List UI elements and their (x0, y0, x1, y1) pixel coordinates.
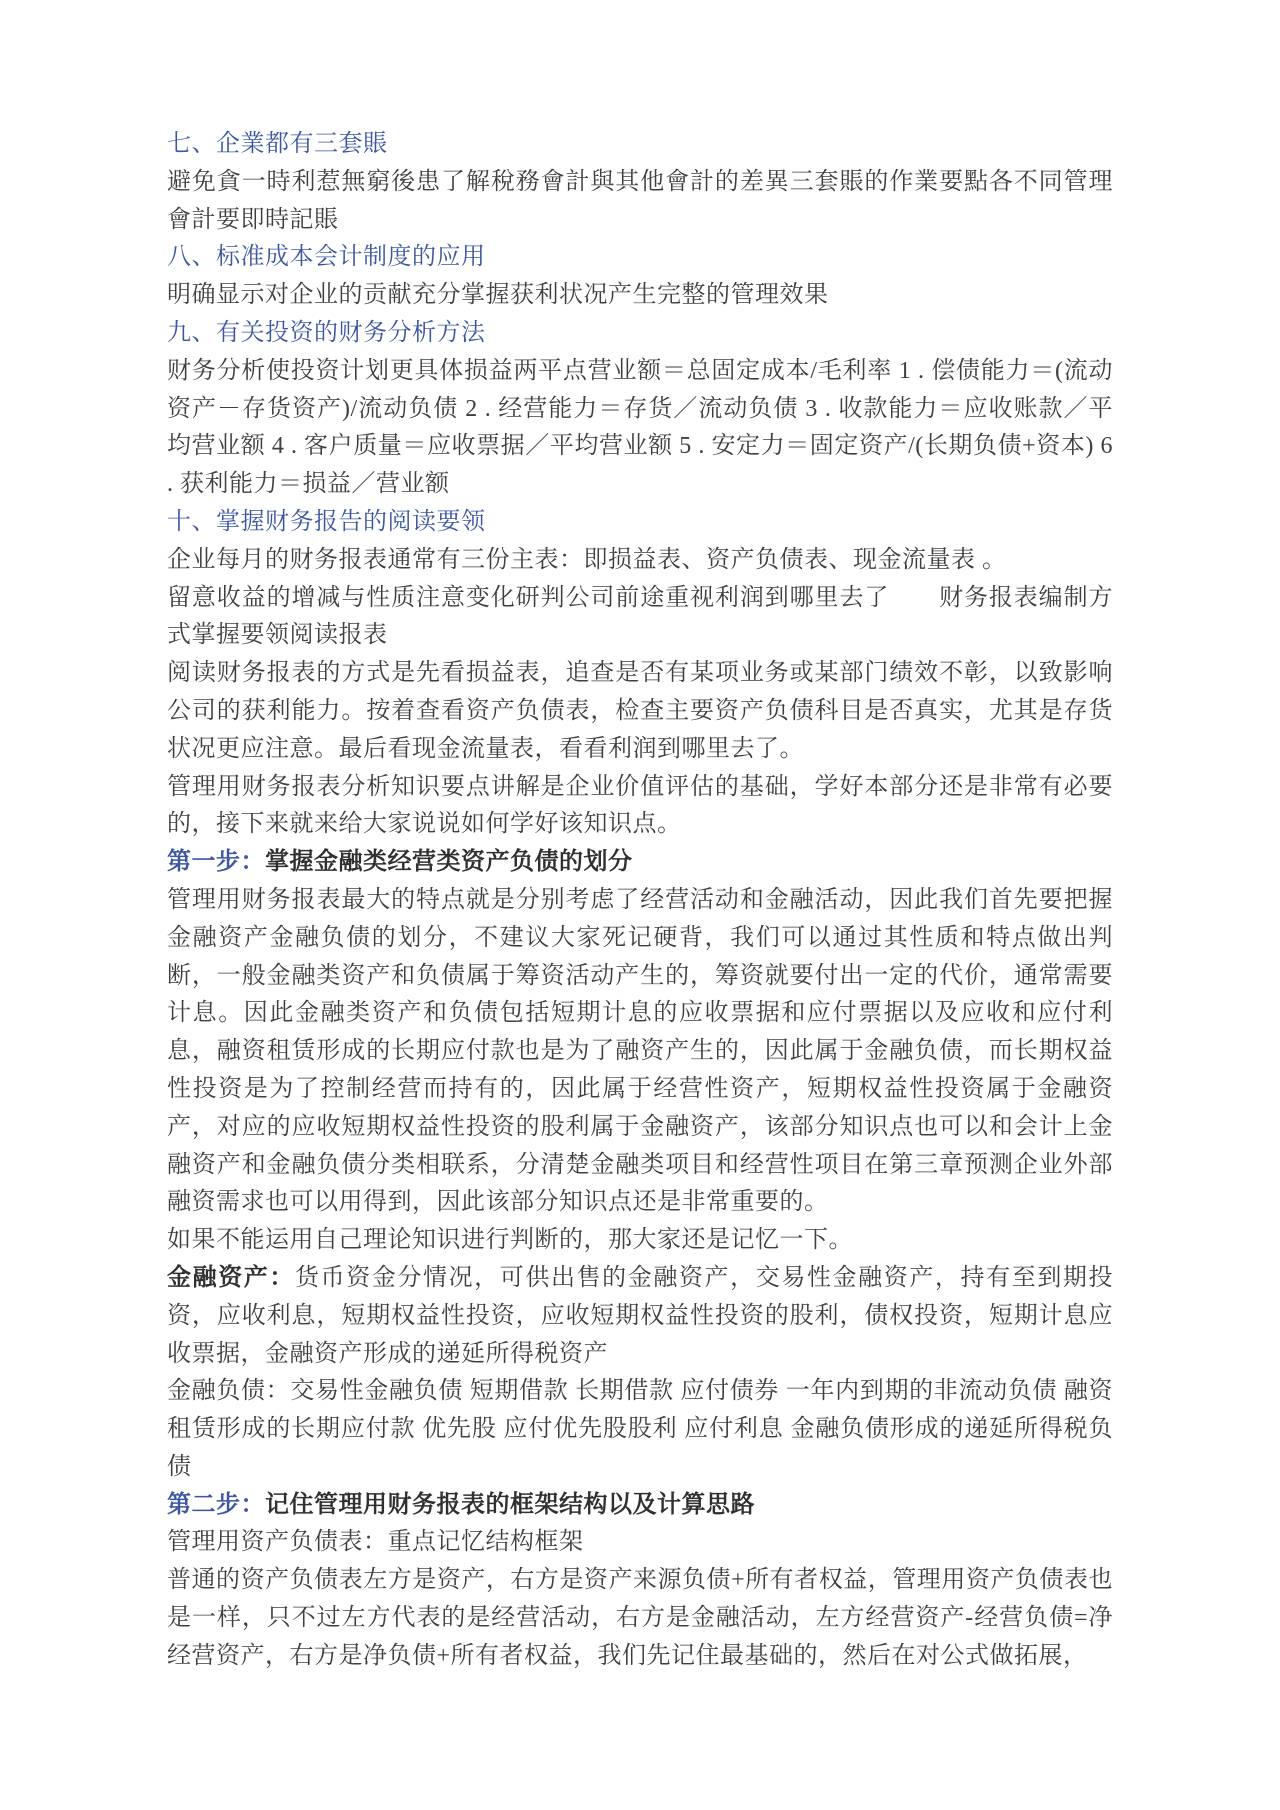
step-heading-2 (167, 1487, 1113, 1525)
paragraph-section-7: 避免貪一時利惹無窮後患了解稅務會計與其他會計的差異三套賬的作業要點各不同管理會計要即時記賬 (167, 168, 1113, 233)
step-1-title: 掌握金融类经营类资产负债的划分 (265, 849, 633, 876)
paragraph-financial-liabilities: 金融负债：交易性金融负债 短期借款 长期借款 应付债券 一年内到期的非流动负债 融资租赁形成的长期应付款 优先股 应付优先股股利 应付利息 金融负债形成的递延所得税负债 (167, 1378, 1113, 1480)
paragraph-reading-points: 留意收益的增减与性质注意变化研判公司前途重视利润到哪里去了 财务报表编制方式掌握要领阅读报表 (167, 584, 1113, 649)
paragraph-section-8: 明确显示对企业的贡献充分掌握获利状况产生完整的管理效果 (167, 282, 829, 309)
paragraph-memorize-note: 如果不能运用自己理论知识进行判断的，那大家还是记忆一下。 (167, 1227, 853, 1254)
paragraph-step-1-body: 管理用财务报表最大的特点就是分别考虑了经营活动和金融活动，因此我们首先要把握金融资产金融负债的划分，不建议大家死记硬背，我们可以通过其性质和特点做出判断，一般金融类资产和负债属于筹资活动产生的，筹资就要付出一定的代价，通常需要计息。因此金融类资产和负债包括短期计息的应收票据和应付票据以及应收和应付利息，融资租赁形成的长期应付款也是为了融资产生的，因此属于金融负债，而长期权益性投资是为了控制经营而持有的，因此属于经营性资产，短期权益性投资属于金融资产，对应的应收短期权益性投资的股利属于金融资产，该部分知识点也可以和会计上金融资产和金融负债分类相联系，分清楚金融类项目和经营性项目在第三章预测企业外部融资需求也可以用得到，因此该部分知识点还是非常重要的。 (167, 886, 1113, 1216)
section-heading-7: 七、企業都有三套賬 (167, 131, 388, 157)
section-heading-8: 八、标准成本会计制度的应用 (167, 244, 486, 271)
paragraph-three-statements: 企业每月的财务报表通常有三份主表：即损益表、资产负债表、现金流量表 。 (167, 546, 1007, 573)
financial-assets-list: 货币资金分情况，可供出售的金融资产，交易性金融资产，持有至到期投资，应收利息，短期权益性投资，应收短期权益性投资的股利，债权投资，短期计息应收票据，金融资产形成的递延所得税资产 (167, 1264, 1114, 1367)
paragraph-balance-sheet-structure: 普通的资产负债表左方是资产，右方是资产来源负债+所有者权益，管理用资产负债表也是一样，只不过左方代表的是经营活动，右方是金融活动，左方经营资产-经营负债=净经营资产，右方是净负债+所有者权益，我们先记住最基础的，然后在对公式做拓展， (167, 1567, 1113, 1669)
paragraph-financial-assets (167, 1260, 1113, 1373)
step-heading-1 (167, 844, 1113, 882)
section-heading-9: 九、有关投资的财务分析方法 (167, 319, 486, 346)
step-1-label: 第一步： (167, 849, 265, 876)
step-2-title: 记住管理用财务报表的框架结构以及计算思路 (265, 1491, 755, 1518)
financial-assets-label: 金融资产： (167, 1264, 295, 1291)
step-2-label: 第二步： (167, 1491, 265, 1518)
section-heading-10: 十、掌握财务报告的阅读要领 (167, 508, 486, 535)
paragraph-reading-method: 阅读财务报表的方式是先看损益表，追查是否有某项业务或某部门绩效不彰，以致影响公司的获利能力。按着查看资产负债表，检查主要资产负债科目是否真实，尤其是存货状况更应注意。最后看现金流量表，看看利润到哪里去了。 (167, 660, 1113, 762)
paragraph-analysis-intro: 管理用财务报表分析知识要点讲解是企业价值评估的基础，学好本部分还是非常有必要的，接下来就来给大家说说如何学好该知识点。 (167, 773, 1113, 838)
paragraph-balance-sheet-note: 管理用资产负债表：重点记忆结构框架 (167, 1529, 584, 1556)
paragraph-section-9: 财务分析使投资计划更具体损益两平点营业额＝总固定成本/毛利率 1 . 偿债能力＝(流动资产－存货资产)/流动负债 2 . 经营能力＝存货／流动负债 3 . 收款能力＝应收账款／平均营业额 4 . 客户质量＝应收票据／平均营业额 5 . 安定力＝固定资产/(长期负债+资本) 6 . 获利能力＝损益／营业额 (167, 357, 1113, 498)
